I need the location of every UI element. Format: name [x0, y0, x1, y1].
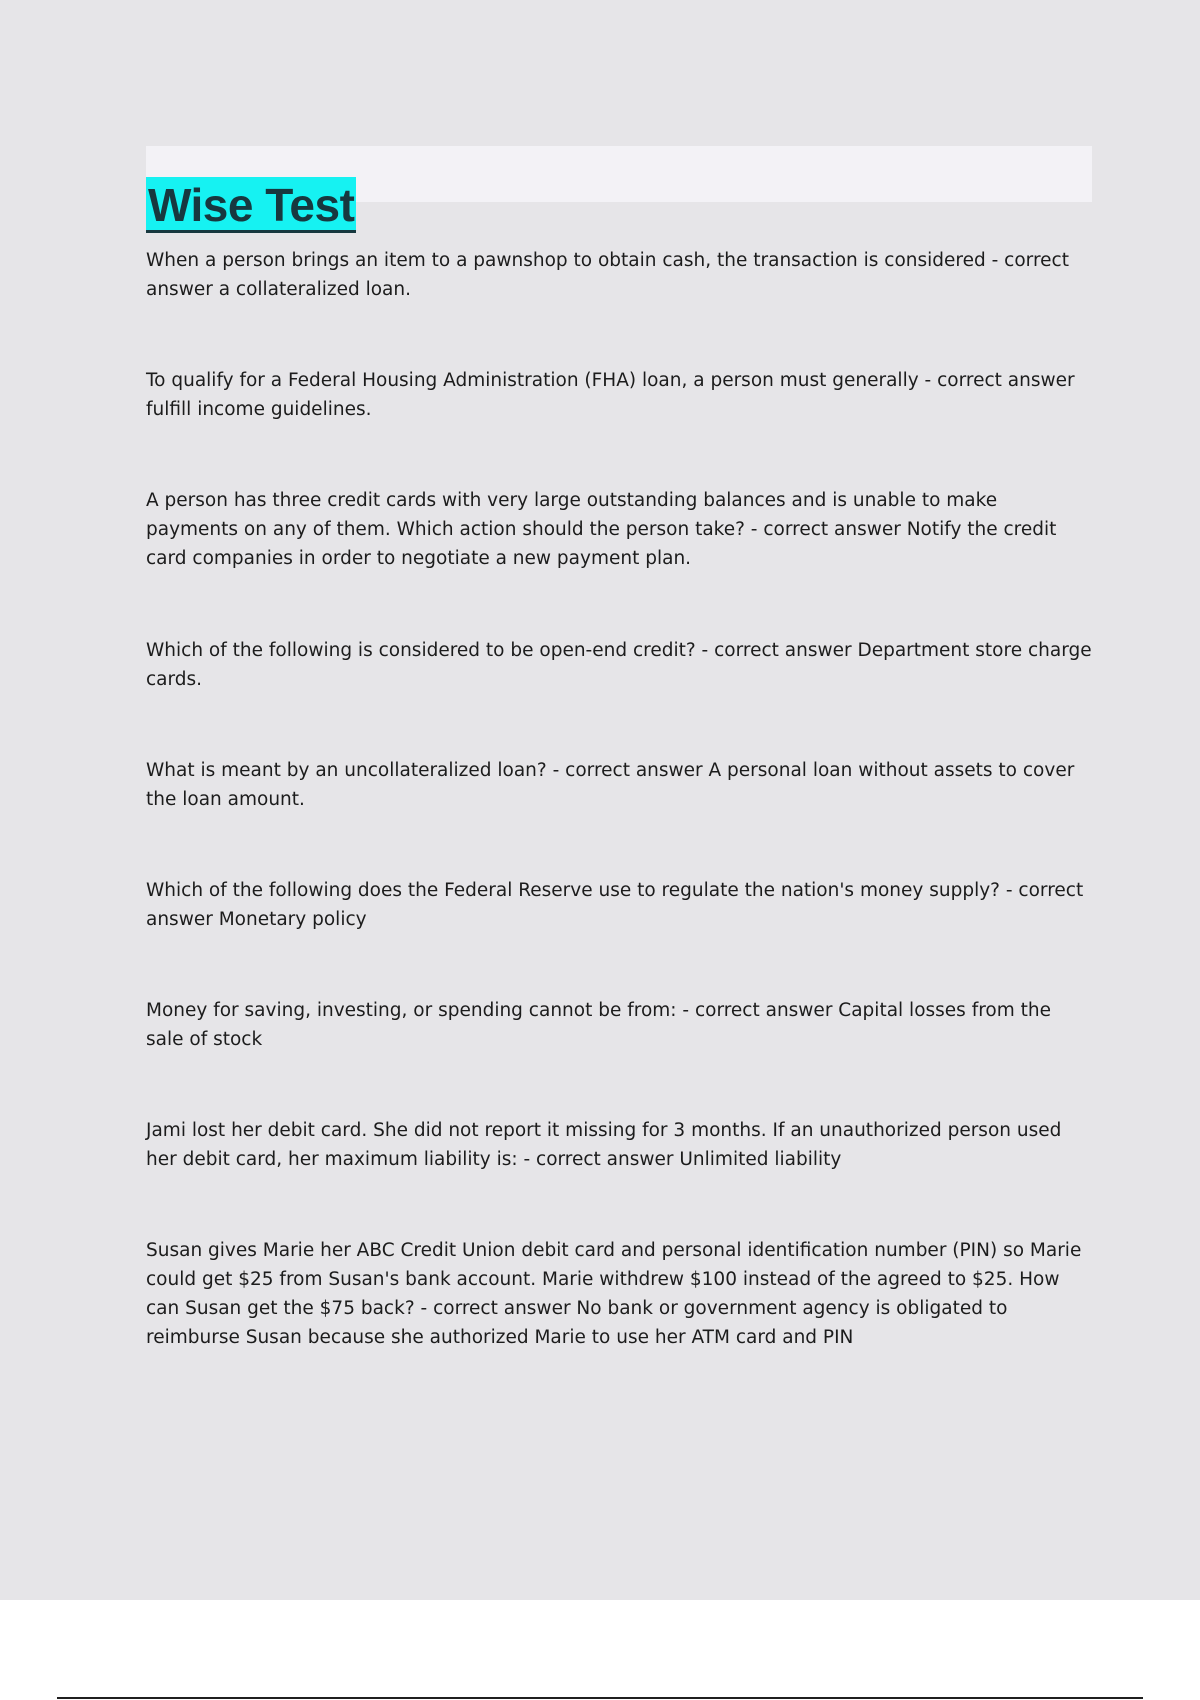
question-item: Money for saving, investing, or spending cannot be from: - correct answer Capital losses from the sale of stock — [146, 1000, 1051, 1050]
question-item: Susan gives Marie her ABC Credit Union debit card and personal identification number (PIN) so Marie could get $25 from Susan's bank account. Marie withdrew $100 instead of the agreed to $25. How can Susan get the $75 back? - correct answer No bank or government agency is obligated to reimburse Susan because she authorized Marie to use her ATM card and PIN — [146, 1240, 1082, 1348]
question-item: What is meant by an uncollateralized loan? - correct answer A personal loan without assets to cover the loan amount. — [146, 760, 1075, 810]
question-item: A person has three credit cards with very large outstanding balances and is unable to make payments on any of them. Which action should the person take? - correct answer Notify the credit card companies in order to negotiate a new payment plan. — [146, 490, 1057, 569]
footer-divider — [57, 1697, 1143, 1699]
question-item: Which of the following does the Federal Reserve use to regulate the nation's money supply? - correct answer Monetary policy — [146, 880, 1084, 930]
question-item: When a person brings an item to a pawnshop to obtain cash, the transaction is considered - correct answer a collateralized loan. — [146, 250, 1069, 300]
question-item: Which of the following is considered to be open-end credit? - correct answer Department store charge cards. — [146, 640, 1092, 690]
question-item: Jami lost her debit card. She did not report it missing for 3 months. If an unauthorized person used her debit card, her maximum liability is: - correct answer Unlimited liability — [146, 1120, 1062, 1170]
question-item: To qualify for a Federal Housing Administration (FHA) loan, a person must generally - correct answer fulfill income guidelines. — [146, 370, 1075, 420]
document-title: Wise Test — [148, 178, 355, 231]
